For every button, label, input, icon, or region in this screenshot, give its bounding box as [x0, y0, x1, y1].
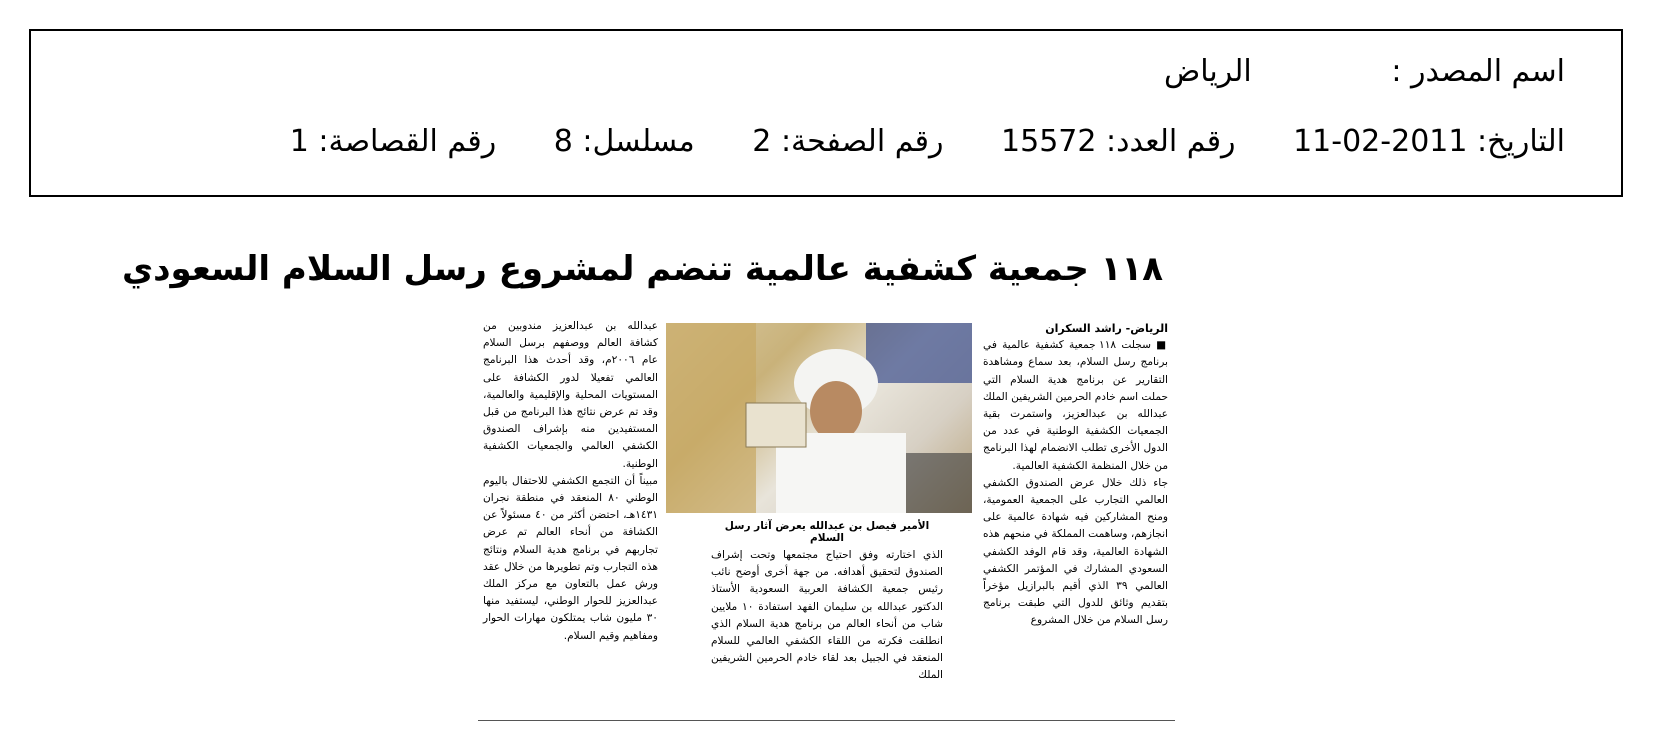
date-field — [1284, 124, 1565, 159]
clip-number-field — [290, 124, 496, 159]
paragraph: الذي اختارته وفق احتياج مجتمعها وتحت إشراف الصندوق لتحقيق أهدافه. من جهة أخرى أوضح نائب رئيس جمعية الكشافة العربية السعودية الأستاذ الدكتور عبدالله بن سليمان الفهد استفادة ١٠ ملايين شاب من أنحاء العالم من برنامج هدية السلام الذي انطلقت فكرته من اللقاء الكشفي العالمي للسلام المنعقد في الجبيل بعد لقاء خادم الحرمين الشريفين الملك — [711, 549, 943, 682]
clip-number-value: 1 — [289, 124, 309, 159]
article-column-middle — [711, 547, 943, 685]
paragraph: جاء ذلك خلال عرض الصندوق الكشفي العالمي التجارب على الجمعية العمومية، ومنح المشاركين فيه شهادة عالمية على انجازهم، وساهمت المملكة في منحهم هذه الشهادة العالمية، وقد قام الوفد الكشفي السعودي المشارك في المؤتمر الكشفي العالمي ٣٩ الذي أقيم بالبرازيل مؤخراً بتقديم وثائق للدول التي طبقت برنامج رسل السلام من خلال المشروع — [983, 476, 1168, 627]
paragraph: ■ سجلت ١١٨ جمعية كشفية عالمية في برنامج رسل السلام، بعد سماع ومشاهدة التقارير عن برنامج هدية السلام التي حملت اسم خادم الحرمين الشريفين الملك عبدالله بن عبدالعزيز، واستمرت بقية الجمعيات الكشفية الوطنية في عدد من الدول الأخرى تطلب الانضمام لهذا البرنامج من خلال المنظمة الكشفية العالمية. — [983, 339, 1169, 472]
issue-value: 15572 — [1001, 124, 1097, 159]
date-value: 2011-02-11 — [1293, 124, 1468, 159]
source-row — [1163, 54, 1565, 89]
page-field — [743, 124, 944, 159]
page-label: رقم الصفحة: — [780, 124, 944, 159]
date-label: التاريخ: — [1477, 124, 1565, 159]
article-byline: الرياض- راشد السكران — [1045, 322, 1168, 335]
article-column-right — [983, 320, 1168, 630]
serial-label: مسلسل: — [582, 124, 695, 159]
issue-field — [992, 124, 1236, 159]
article-headline: ١١٨ جمعية كشفية عالمية تنضم لمشروع رسل السلام السعودي — [121, 249, 1163, 289]
article-photo — [666, 323, 972, 513]
clip-number-label: رقم القصاصة: — [318, 124, 497, 159]
photo-caption: الأمير فيصل بن عبدالله يعرض آثار رسل السلام — [724, 520, 930, 544]
bottom-rule — [478, 720, 1175, 721]
details-row — [289, 124, 1565, 159]
clipping-metadata-box — [29, 29, 1623, 197]
issue-label: رقم العدد: — [1106, 124, 1236, 159]
serial-field — [544, 124, 695, 159]
paragraph: عبدالله بن عبدالعزيز مندوبين من كشافة العالم ووصفهم برسل السلام عام ٢٠٠٦م، وقد أحدث هذا البرنامج العالمي تفعيلا لدور الكشافة على المستويات المحلية والإقليمية والعالمية، وقد تم عرض نتائج هذا البرنامج من قبل المستفيدين منه بإشراف الصندوق الكشفي العالمي والجمعيات الكشفية الوطنية. — [483, 320, 658, 470]
page-value: 2 — [752, 124, 772, 159]
photo-illustration — [666, 323, 972, 513]
source-label: اسم المصدر : — [1391, 54, 1565, 89]
paragraph: مبيناً أن التجمع الكشفي للاحتفال باليوم الوطني ٨٠ المنعقد في منطقة نجران ١٤٣١هـ، احتضن أكثر من ٤٠ مسئولاً عن الكشافة من أنحاء العالم تم عرض تجاربهم في برنامج هدية السلام ونتائج هذه التجارب وتم تطويرها من خلال عقد ورش عمل بالتعاون مع مركز الملك عبدالعزيز للحوار الوطني، ليستفيد منها ٣٠ مليون شاب يمتلكون مهارات الحوار ومفاهيم وقيم السلام. — [483, 474, 658, 642]
article-column-left — [483, 318, 658, 645]
serial-value: 8 — [553, 124, 573, 159]
source-value: الرياض — [1163, 54, 1252, 89]
newspaper-clipping — [121, 240, 1175, 728]
